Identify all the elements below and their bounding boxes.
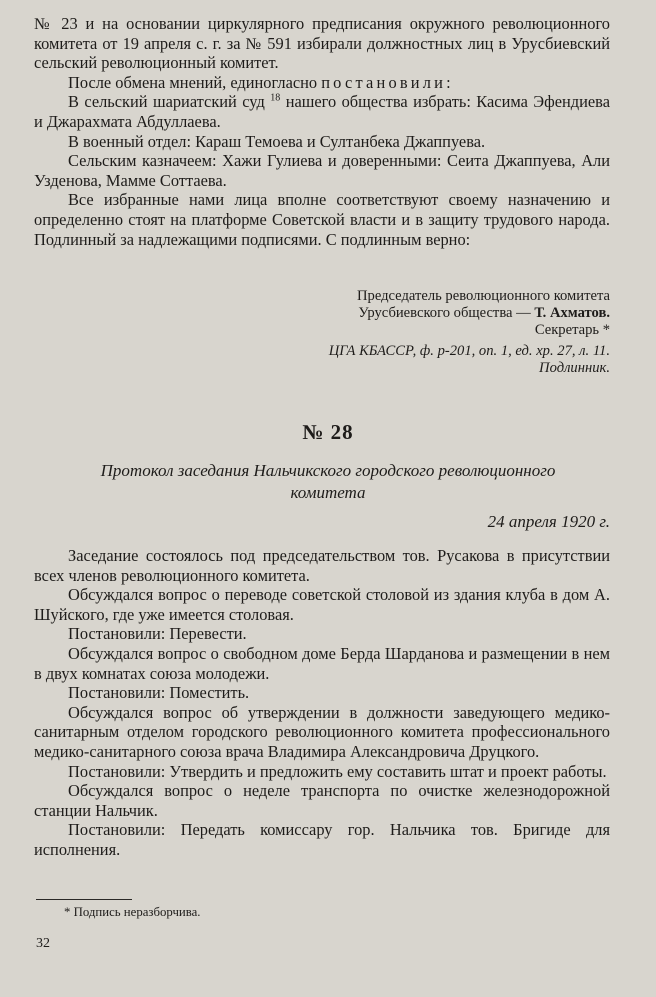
body-text-block — [34, 546, 610, 860]
archive-line-2: Подлинник. — [539, 360, 610, 376]
signature-block — [357, 288, 610, 339]
document-title: Протокол заседания Нальчикского городского революционного комитета — [100, 461, 556, 502]
footnote-ref: 18 — [270, 92, 281, 104]
top-text-block — [34, 14, 610, 249]
paragraph-transport: Обсуждался вопрос о неделе транспорта по очистке железнодорожной станции Нальчик. — [34, 781, 610, 820]
paragraph-resolution-1: Постановили: Перевести. — [68, 624, 247, 644]
footnote: * Подпись неразборчива. — [64, 905, 201, 919]
footnote-divider — [36, 899, 132, 900]
document-date: 24 апреля 1920 г. — [487, 512, 610, 531]
paragraph-military: В военный отдел: Караш Темоева и Султанбека Джаппуева. — [68, 131, 486, 151]
paragraph-treasurer: Сельским казначеем: Хажи Гулиева и доверенными: Сеита Джаппуева, Али Узденова, Мамме Соттаева. — [34, 151, 610, 190]
document-number: № 28 — [302, 420, 354, 444]
archive-reference — [329, 343, 610, 377]
paragraph-intro: № 23 и на основании циркулярного предписания окружного революционного комитета от 19 апреля с. г. за № 591 избирали должностных лиц в Урусбиевский сельский революционный комитет. — [34, 14, 610, 73]
paragraph-medical: Обсуждался вопрос об утверждении в должности заведующего медико-санитарным отделом городского революционного комитета профессионального медико-санитарного союза врача Владимира Александровича Друцкого. — [34, 702, 610, 761]
paragraph-resolution-4: Постановили: Передать комиссару гор. Нальчика тов. Бригиде для исполнения. — [34, 820, 610, 859]
paragraph-resolution-2: Постановили: Поместить. — [68, 683, 250, 703]
signature-line-1: Председатель революционного комитета — [356, 288, 610, 304]
signature-name: Т. Ахматов. — [534, 305, 610, 321]
paragraph-conclusion: Все избранные нами лица вполне соответствуют своему назначению и определенно стоят на платформе Советской власти и в защиту трудового народа. Подлинный за надлежащими подписями. С подлинным верно: — [34, 190, 610, 249]
signature-line-3: Секретарь * — [534, 322, 610, 338]
page-number: 32 — [36, 936, 50, 951]
paragraph-meeting: Заседание состоялось под председательством тов. Русакова в присутствии всех членов революционного комитета. — [34, 546, 610, 585]
paragraph-canteen: Обсуждался вопрос о переводе советской столовой из здания клуба в дом А. Шуйского, где уже имеется столовая. — [34, 585, 610, 624]
paragraph-house: Обсуждался вопрос о свободном доме Берда Шарданова и размещении в нем в двух комнатах союза молодежи. — [34, 643, 610, 683]
paragraph-decision-intro: После обмена мнений, единогласно постановили: — [68, 72, 454, 92]
signature-line-2: Урусбиевского общества — Т. Ахматов. — [358, 305, 610, 321]
paragraph-court: В сельский шариатский суд $^{18}$ нашего общества избрать: Касима Эфендиева и Джарахмата Абдуллаева. — [34, 92, 610, 131]
archive-line-1: ЦГА КБАССР, ф. р-201, оп. 1, ед. хр. 27, л. 11. — [328, 343, 610, 359]
paragraph-resolution-3: Постановили: Утвердить и предложить ему составить штат и проект работы. — [68, 761, 607, 781]
